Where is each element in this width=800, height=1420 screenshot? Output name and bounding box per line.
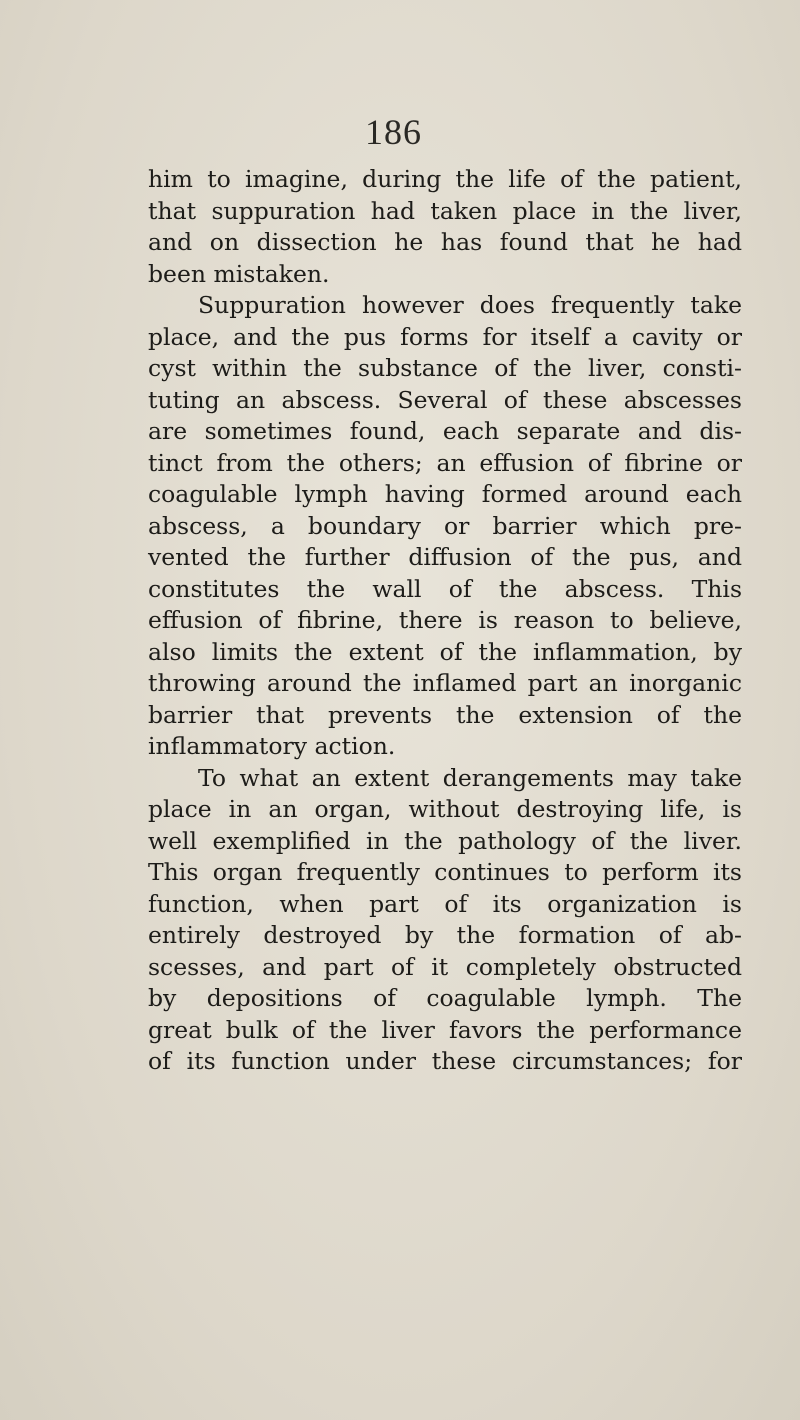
text-line: effusion of fibrine, there is reason to believe, xyxy=(148,606,742,634)
text-line: abscess, a boundary or barrier which pre- xyxy=(148,511,742,540)
text-line: scesses, and part of it completely obstructed xyxy=(148,952,742,981)
text-line: tuting an abscess. Several of these abscesses xyxy=(148,385,742,414)
text-line: and on dissection he has found that he had xyxy=(148,228,742,256)
text-line: inflammatory action. xyxy=(148,732,396,760)
text-line: by depositions of coagulable lymph. The xyxy=(148,984,742,1012)
text-line: place, and the pus forms for itself a cavity or xyxy=(148,322,742,351)
page-number: 186 xyxy=(365,112,422,152)
text-line: coagulable lymph having formed around each xyxy=(148,480,742,508)
text-line: constitutes the wall of the abscess. This xyxy=(148,574,742,603)
text-line: great bulk of the liver favors the performance xyxy=(148,1015,742,1044)
text-line: cyst within the substance of the liver, consti- xyxy=(148,354,742,382)
text-line: of its function under these circumstances; for xyxy=(148,1047,742,1075)
text-line: tinct from the others; an effusion of fibrine or xyxy=(148,448,742,477)
text-line: Suppuration however does frequently take xyxy=(198,291,742,319)
text-line: To what an extent derangements may take xyxy=(198,763,742,792)
text-line: been mistaken. xyxy=(148,259,330,288)
text-line: throwing around the inflamed part an inorganic xyxy=(148,669,742,697)
text-line: vented the further diffusion of the pus, and xyxy=(148,543,742,571)
text-line: entirely destroyed by the formation of ab- xyxy=(148,921,742,949)
text-line: well exemplified in the pathology of the liver. xyxy=(148,826,742,855)
text-line: also limits the extent of the inflammation, by xyxy=(148,637,742,666)
text-line: that suppuration had taken place in the liver, xyxy=(148,196,742,225)
text-line: him to imagine, during the life of the patient, xyxy=(148,165,742,193)
text-line: This organ frequently continues to perform its xyxy=(148,858,742,886)
text-line: are sometimes found, each separate and dis- xyxy=(148,417,742,445)
body-text xyxy=(148,164,742,1078)
text-line: place in an organ, without destroying life, is xyxy=(148,795,742,823)
text-line: function, when part of its organization is xyxy=(148,889,742,918)
text-line: barrier that prevents the extension of the xyxy=(148,700,742,729)
